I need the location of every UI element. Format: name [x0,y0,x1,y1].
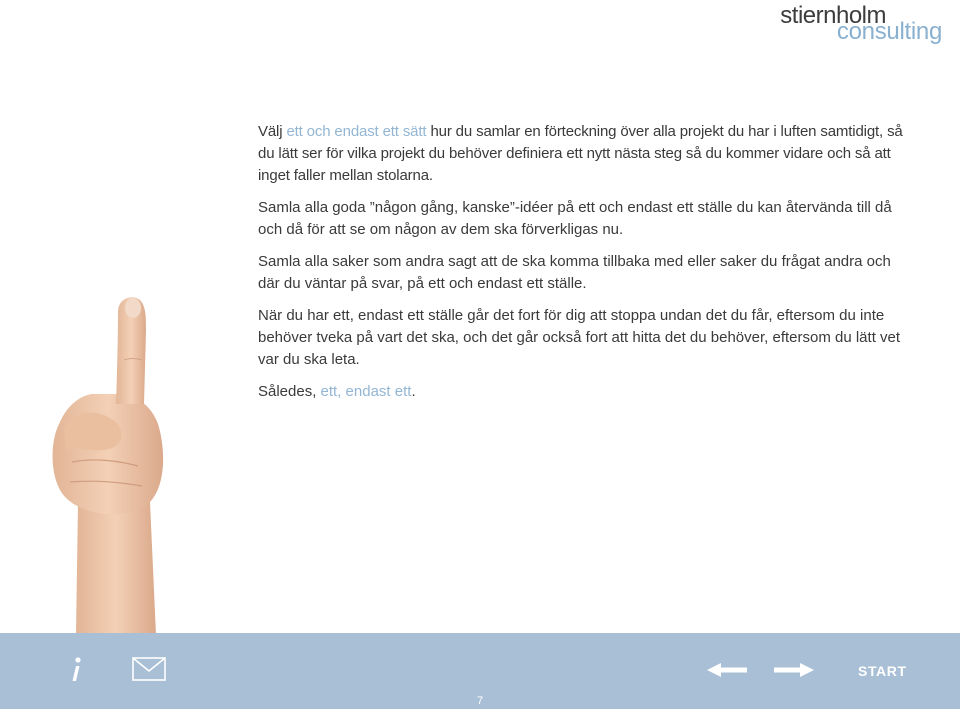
paragraph [258,251,908,295]
start-button[interactable]: START [858,663,907,679]
paragraph [258,381,908,403]
raised-finger-image [20,290,180,635]
paragraph-text: När du har ett, endast ett ställe går det fort för dig att stoppa undan det du får, eftersom du inte behöver tveka på vart det ska, och det går också fort att hitta det du behöver, eftersom du lätt vet var du ska leta. [258,307,901,368]
highlighted-text: ett, endast ett [320,383,412,400]
paragraph-text: Välj [258,123,287,140]
page-number: 7 [476,695,484,707]
arrow-right-icon[interactable] [774,662,814,678]
footer-bar [0,633,960,709]
logo [782,2,942,46]
logo-text-primary: stiernholm [780,2,886,29]
paragraph-text: Samla alla goda ”någon gång, kanske”-idéer på ett och endast ett ställe du kan återvända till då och då för att se om någon av dem ska förverkligas nu. [258,199,892,238]
main-text [258,121,908,413]
arrow-left-icon[interactable] [707,662,747,678]
paragraph-text: Således, [258,383,321,400]
mail-icon[interactable] [132,657,166,681]
paragraph [258,305,908,371]
paragraph-text: hur du samlar en förteckning över alla projekt du har i luften samtidigt, så du lätt ser för vilka projekt du behöver definiera ett nytt nästa steg så du kommer vidare och så att inget faller mellan stolarna. [258,123,903,184]
paragraph [258,197,908,241]
highlighted-text: ett och endast ett sätt [286,123,427,140]
paragraph [258,121,908,187]
logo-text-secondary: consulting [836,18,942,45]
info-icon[interactable] [68,656,84,684]
paragraph-text: . [411,383,416,400]
paragraph-text: Samla alla saker som andra sagt att de ska komma tillbaka med eller saker du frågat andra och där du väntar på svar, på ett och endast ett ställe. [258,253,891,292]
